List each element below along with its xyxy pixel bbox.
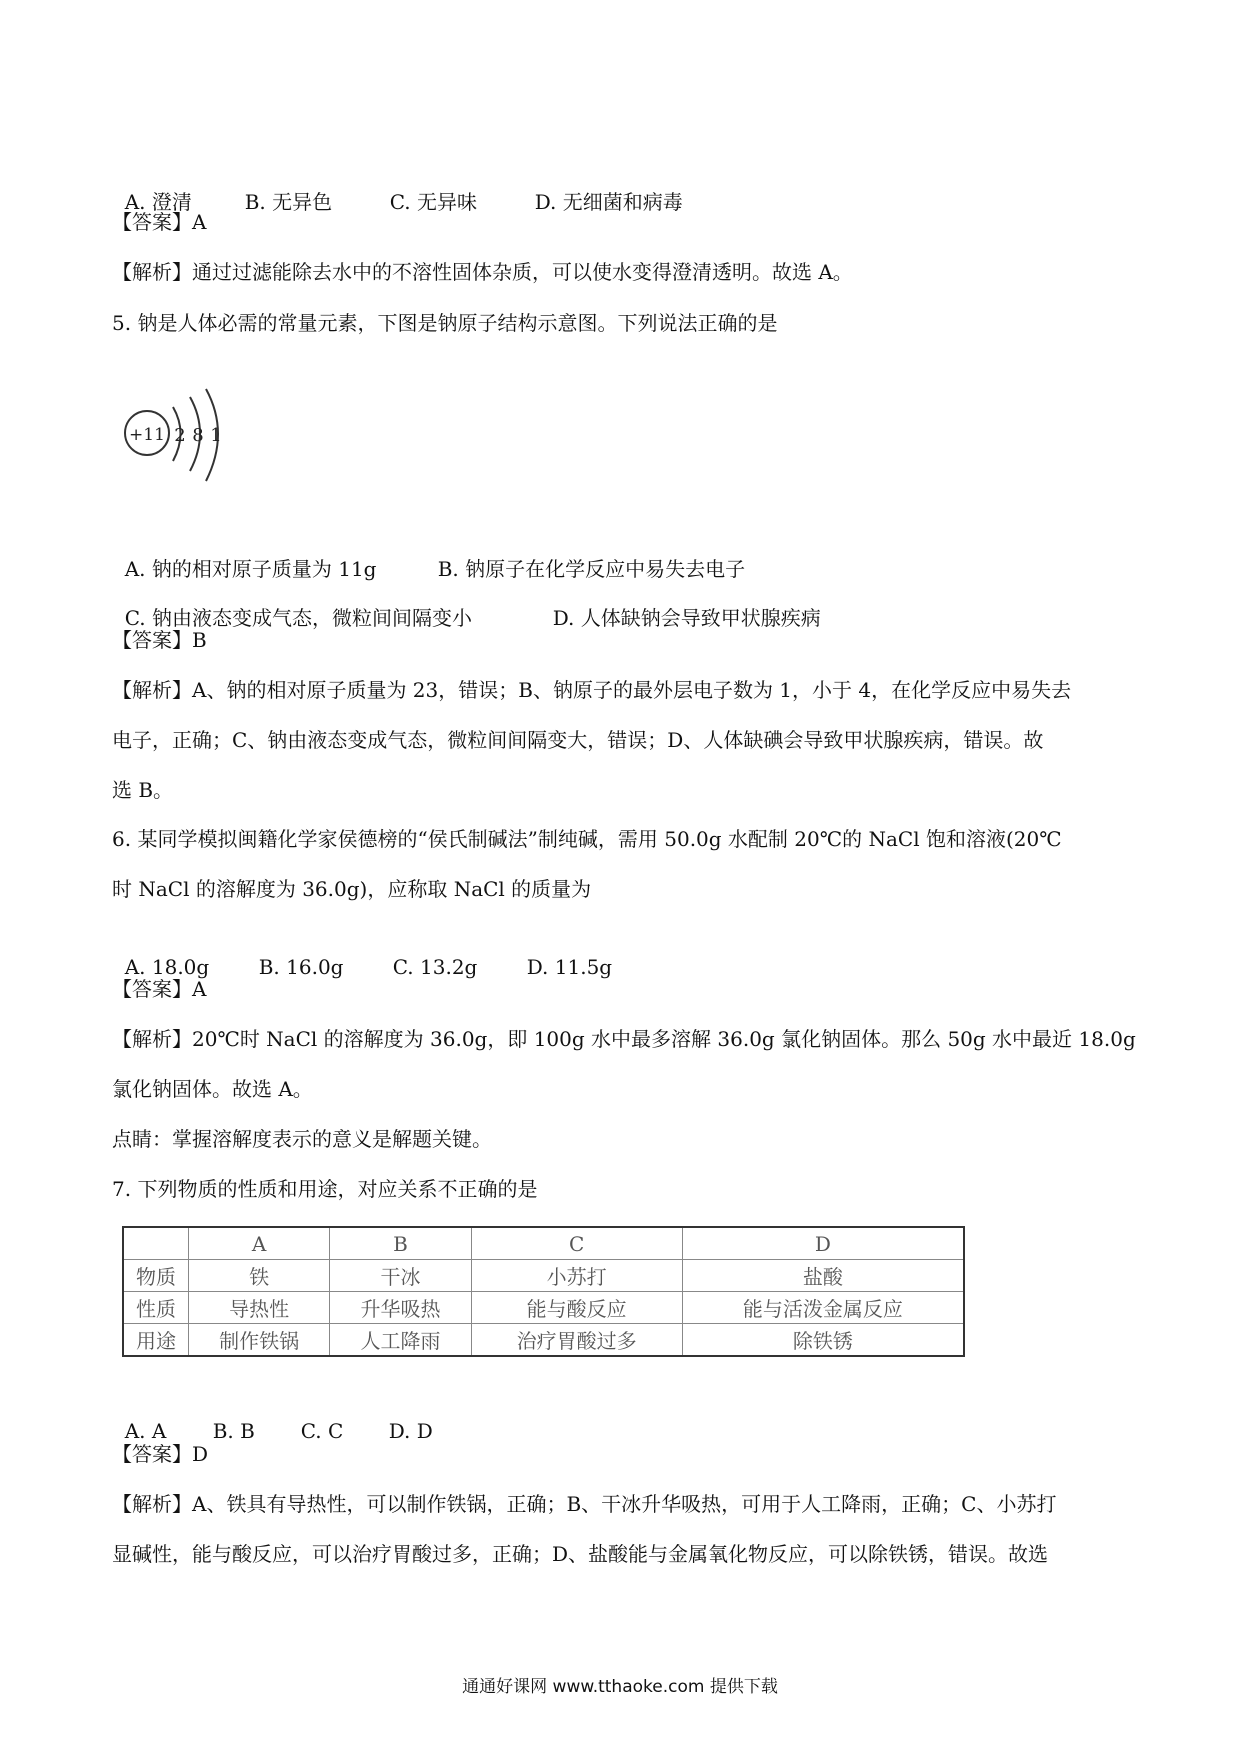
q5-analysis-line-1: 【解析】A、钠的相对原子质量为 23，错误；B、钠原子的最外层电子数为 1，小于 4，在化学反应中易失去 xyxy=(112,678,1072,702)
q7-analysis-line-2: 显碱性，能与酸反应，可以治疗胃酸过多，正确；D、盐酸能与金属氧化物反应，可以除铁锈，错误。故选 xyxy=(112,1542,1049,1566)
q7-options xyxy=(112,1389,433,1445)
table-header-row xyxy=(123,1227,964,1260)
table-cell: 人工降雨 xyxy=(330,1324,471,1357)
q4-option-b: B. 无异色 xyxy=(244,190,333,214)
table-cell: 导热性 xyxy=(189,1292,330,1324)
table-cell: 小苏打 xyxy=(471,1260,682,1292)
table-corner-cell xyxy=(123,1227,189,1260)
table-cell: 除铁锈 xyxy=(682,1324,964,1357)
q5-stem: 5. 钠是人体必需的常量元素，下图是钠原子结构示意图。下列说法正确的是 xyxy=(112,311,778,335)
q6-options xyxy=(112,925,612,981)
q5-options-row2 xyxy=(112,576,821,632)
q5-analysis-line-3: 选 B。 xyxy=(112,778,174,802)
q5-option-d: D. 人体缺钠会导致甲状腺疾病 xyxy=(552,606,821,630)
q7-option-a: A. A xyxy=(124,1419,167,1443)
table-row-header: 用途 xyxy=(123,1324,189,1357)
shell-count-1: 2 xyxy=(174,425,186,446)
q7-option-d: D. D xyxy=(388,1419,433,1443)
table-cell: 升华吸热 xyxy=(330,1292,471,1324)
table-row-header: 性质 xyxy=(123,1292,189,1324)
table-cell: 铁 xyxy=(189,1260,330,1292)
q6-stem-line-2: 时 NaCl 的溶解度为 36.0g)，应称取 NaCl 的质量为 xyxy=(112,877,592,901)
q7-stem: 7. 下列物质的性质和用途，对应关系不正确的是 xyxy=(112,1177,538,1201)
sodium-atom-structure-diagram xyxy=(118,385,248,493)
q6-option-a: A. 18.0g xyxy=(124,955,210,979)
q4-answer: 【答案】A xyxy=(112,210,207,234)
shell-count-2: 8 xyxy=(192,425,204,446)
property-use-table xyxy=(122,1226,965,1357)
table-cell: 能与酸反应 xyxy=(471,1292,682,1324)
table-cell: 能与活泼金属反应 xyxy=(682,1292,964,1324)
q6-tip: 点睛：掌握溶解度表示的意义是解题关键。 xyxy=(112,1127,492,1151)
q6-analysis-line-1: 【解析】20℃时 NaCl 的溶解度为 36.0g，即 100g 水中最多溶解 36.0g 氯化钠固体。那么 50g 水中最近 18.0g xyxy=(112,1027,1136,1051)
q4-option-d: D. 无细菌和病毒 xyxy=(534,190,683,214)
q7-option-c: C. C xyxy=(300,1419,344,1443)
table-cell: 治疗胃酸过多 xyxy=(471,1324,682,1357)
q6-stem-line-1: 6. 某同学模拟闽籍化学家侯德榜的“侯氏制碱法”制纯碱，需用 50.0g 水配制 20℃的 NaCl 饱和溶液(20℃ xyxy=(112,827,1062,851)
q4-option-a: A. 澄清 xyxy=(124,190,192,214)
table-col-header-a: A xyxy=(189,1227,330,1260)
table-col-header-b: B xyxy=(330,1227,471,1260)
q6-analysis-line-2: 氯化钠固体。故选 A。 xyxy=(112,1077,313,1101)
table-cell: 干冰 xyxy=(330,1260,471,1292)
shell-count-3: 1 xyxy=(210,425,222,446)
table-row xyxy=(123,1260,964,1292)
q6-answer: 【答案】A xyxy=(112,977,207,1001)
q6-option-b: B. 16.0g xyxy=(258,955,344,979)
q4-analysis: 【解析】通过过滤能除去水中的不溶性固体杂质，可以使水变得澄清透明。故选 A。 xyxy=(112,260,853,284)
q5-option-a: A. 钠的相对原子质量为 11g xyxy=(124,557,377,581)
table-col-header-c: C xyxy=(471,1227,682,1260)
q4-option-c: C. 无异味 xyxy=(389,190,478,214)
q6-option-c: C. 13.2g xyxy=(392,955,478,979)
table-col-header-d: D xyxy=(682,1227,964,1260)
q5-options-row1 xyxy=(112,527,745,583)
q6-option-d: D. 11.5g xyxy=(526,955,613,979)
q7-answer: 【答案】D xyxy=(112,1442,209,1466)
q7-option-b: B. B xyxy=(212,1419,255,1443)
footer-source-note: 通通好课网 www.tthaoke.com 提供下载 xyxy=(462,1677,778,1697)
q7-analysis-line-1: 【解析】A、铁具有导热性，可以制作铁锅，正确；B、干冰升华吸热，可用于人工降雨，正确；C、小苏打 xyxy=(112,1492,1057,1516)
q5-analysis-line-2: 电子，正确；C、钠由液态变成气态，微粒间间隔变大，错误；D、人体缺碘会导致甲状腺疾病，错误。故 xyxy=(112,728,1044,752)
table-row xyxy=(123,1292,964,1324)
q5-answer: 【答案】B xyxy=(112,628,207,652)
q5-option-c: C. 钠由液态变成气态，微粒间间隔变小 xyxy=(124,606,473,630)
table-cell: 制作铁锅 xyxy=(189,1324,330,1357)
table-row-header: 物质 xyxy=(123,1260,189,1292)
q5-option-b: B. 钠原子在化学反应中易失去电子 xyxy=(437,557,746,581)
table-cell: 盐酸 xyxy=(682,1260,964,1292)
nucleus-charge: +11 xyxy=(129,425,165,445)
table-row xyxy=(123,1324,964,1357)
